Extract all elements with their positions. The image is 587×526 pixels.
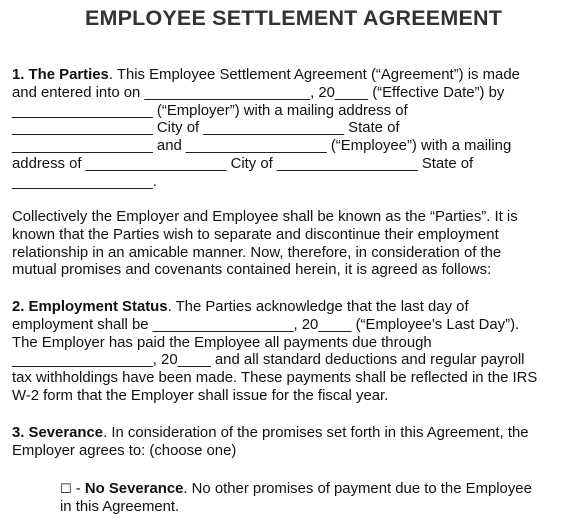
document-title: EMPLOYEE SETTLEMENT AGREEMENT xyxy=(84,6,503,30)
option-label: No Severance xyxy=(84,481,184,497)
paragraph-line: and entered into on ____________________, 20____ (“Effective Date”) by xyxy=(12,84,505,101)
paragraph-line: ☐ - No Severance. No other promises of payment due to the Employee xyxy=(60,481,532,497)
section-parties xyxy=(12,67,584,192)
section-collective xyxy=(12,209,584,280)
section-heading: 3. Severance xyxy=(12,425,104,441)
paragraph-line: address of _________________ City of _________________ State of xyxy=(12,155,474,172)
paragraph-line: Employer agrees to: (choose one) xyxy=(12,442,237,459)
section-severance xyxy=(12,425,584,461)
paragraph-line: employment shall be _________________, 20____ (“Employee’s Last Day”). xyxy=(12,316,520,333)
paragraph-line: _________________ and _________________ (“Employee”) with a mailing xyxy=(12,138,512,155)
paragraph-line: tax withholdings have been made. These payments shall be reflected in the IRS xyxy=(12,370,538,387)
option-no-severance xyxy=(60,481,580,517)
paragraph-line: in this Agreement. xyxy=(60,498,180,515)
section-employment-status xyxy=(12,299,584,406)
checkbox-icon[interactable]: ☐ xyxy=(60,482,72,497)
paragraph-line: _________________, 20____ and all standard deductions and regular payroll xyxy=(12,352,525,369)
paragraph-line: _________________. xyxy=(12,173,157,190)
paragraph-line: _________________ City of _________________ State of xyxy=(12,120,400,137)
paragraph-line: known that the Parties wish to separate and discontinue their employment xyxy=(12,226,499,243)
paragraph-line: relationship in an amicable manner. Now, therefore, in consideration of the xyxy=(12,244,502,261)
paragraph-line: mutual promises and covenants contained herein, it is agreed as follows: xyxy=(12,262,492,279)
section-heading: 1. The Parties xyxy=(12,67,109,83)
paragraph-line: 1. The Parties. This Employee Settlement Agreement (“Agreement”) is made xyxy=(12,67,520,83)
paragraph-line: W-2 form that the Employer shall issue for the fiscal year. xyxy=(12,387,389,404)
section-heading: 2. Employment Status xyxy=(12,299,168,315)
paragraph-line: 2. Employment Status. The Parties acknowledge that the last day of xyxy=(12,299,469,315)
paragraph-line: The Employer has paid the Employee all payments due through xyxy=(12,334,432,351)
paragraph-line: 3. Severance. In consideration of the promises set forth in this Agreement, the xyxy=(12,425,529,441)
paragraph-line: Collectively the Employer and Employee shall be known as the “Parties”. It is xyxy=(12,209,518,225)
paragraph-line: _________________ (“Employer”) with a mailing address of xyxy=(12,102,408,119)
